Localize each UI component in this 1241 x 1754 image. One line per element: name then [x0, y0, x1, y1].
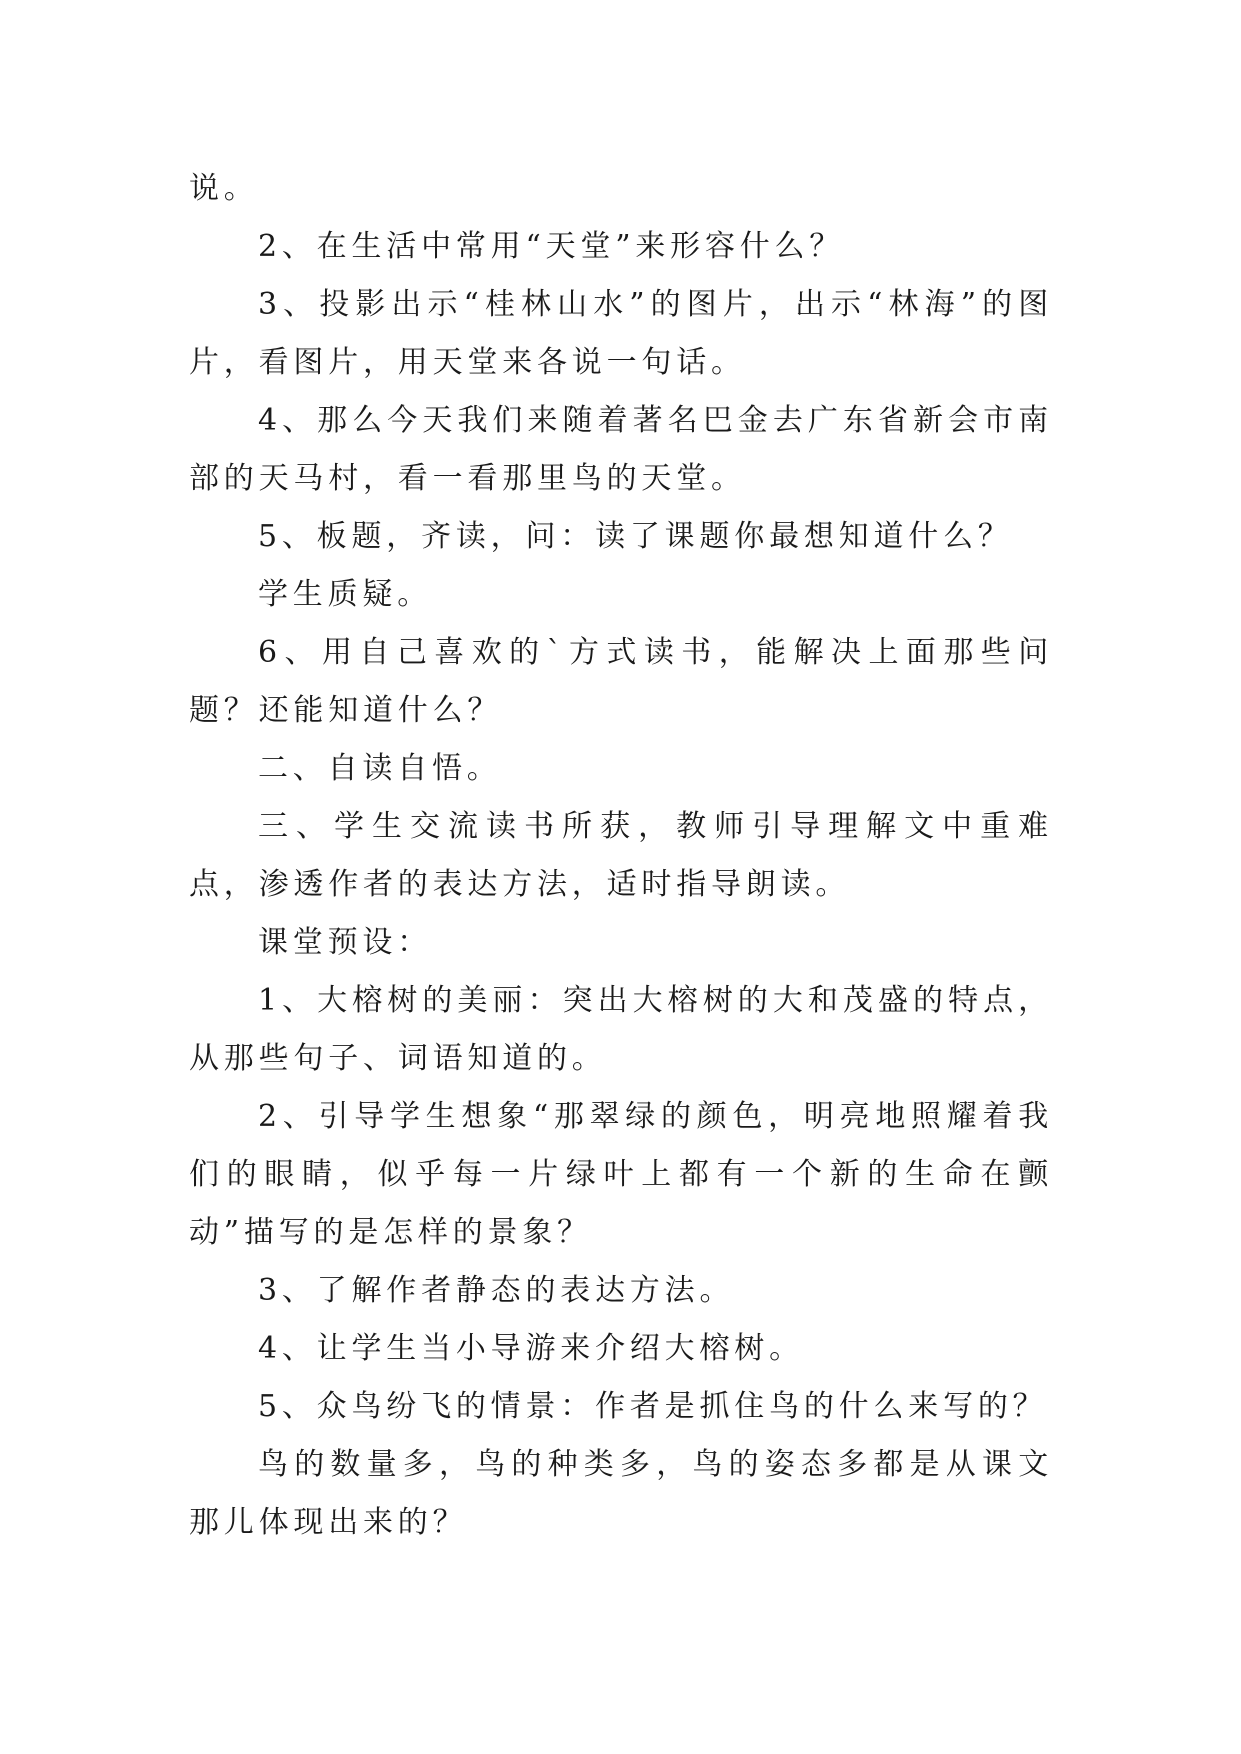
paragraph: 4、让学生当小导游来介绍大榕树。	[258, 1331, 804, 1366]
paragraph: 鸟的数量多，鸟的种类多，鸟的姿态多都是从课文那儿体现出来的？	[189, 1447, 1053, 1540]
paragraph: 5、板题，齐读，问：读了课题你最想知道什么？	[258, 519, 1013, 554]
paragraph: 3、投影出示“桂林山水”的图片，出示“林海”的图片，看图片，用天堂来各说一句话。	[189, 287, 1053, 380]
paragraph: 4、那么今天我们来随着著名巴金去广东省新会市南部的天马村，看一看那里鸟的天堂。	[189, 403, 1053, 496]
paragraph: 学生质疑。	[258, 577, 432, 612]
paragraph: 5、众鸟纷飞的情景：作者是抓住鸟的什么来写的？	[258, 1389, 1048, 1424]
paragraph: 课堂预设：	[258, 925, 432, 960]
paragraph: 二、自读自悟。	[258, 751, 502, 786]
paragraph: 1、大榕树的美丽：突出大榕树的大和茂盛的特点，从那些句子、词语知道的。	[189, 983, 1053, 1076]
paragraph: 说。	[189, 171, 259, 206]
document-body	[189, 160, 1053, 1552]
paragraph: 2、引导学生想象“那翠绿的颜色，明亮地照耀着我们的眼睛，似乎每一片绿叶上都有一个新的生命在颤动”描写的是怎样的景象？	[189, 1099, 1053, 1250]
paragraph: 6、用自己喜欢的`方式读书，能解决上面那些问题？还能知道什么？	[189, 635, 1053, 728]
paragraph: 三、学生交流读书所获，教师引导理解文中重难点，渗透作者的表达方法，适时指导朗读。	[189, 809, 1053, 902]
paragraph: 3、了解作者静态的表达方法。	[258, 1273, 735, 1308]
paragraph: 2、在生活中常用“天堂”来形容什么？	[258, 229, 845, 264]
